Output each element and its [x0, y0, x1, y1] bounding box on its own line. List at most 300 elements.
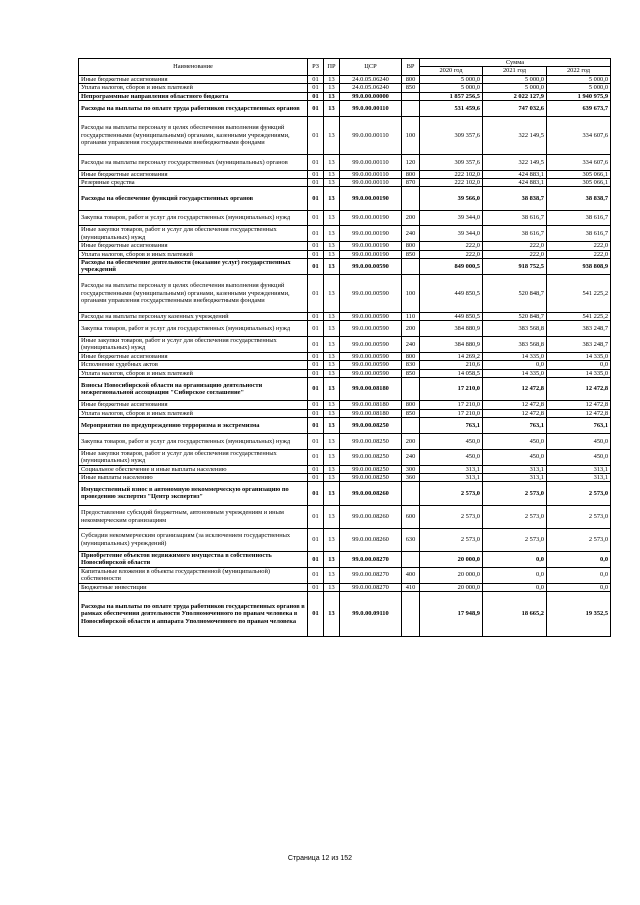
cell-pr: 13	[324, 551, 340, 567]
cell-pr: 13	[324, 418, 340, 434]
cell-2020: 222 102,0	[420, 170, 483, 178]
cell-2020: 2 573,0	[420, 505, 483, 528]
cell-pr: 13	[324, 101, 340, 117]
cell-vr: 850	[402, 84, 420, 92]
cell-rz: 01	[308, 242, 324, 250]
cell-2020: 450,0	[420, 433, 483, 449]
cell-2020: 210,6	[420, 361, 483, 369]
cell-2021: 14 335,0	[483, 369, 547, 377]
cell-rz: 01	[308, 433, 324, 449]
cell-pr: 13	[324, 369, 340, 377]
cell-vr: 100	[402, 116, 420, 154]
cell-2020: 17 210,0	[420, 378, 483, 401]
cell-vr: 800	[402, 352, 420, 360]
cell-vr: 100	[402, 274, 420, 312]
cell-rz: 01	[308, 465, 324, 473]
cell-csr: 99.0.00.00000	[340, 92, 402, 100]
cell-csr: 99.0.00.08180	[340, 401, 402, 409]
cell-csr: 99.0.00.00590	[340, 321, 402, 337]
cell-name: Иные бюджетные ассигнования	[79, 352, 308, 360]
cell-rz: 01	[308, 274, 324, 312]
cell-pr: 13	[324, 242, 340, 250]
cell-2020: 17 210,0	[420, 401, 483, 409]
cell-name: Расходы на выплаты по оплате труда работников государственных органов	[79, 101, 308, 117]
cell-2021: 520 848,7	[483, 274, 547, 312]
header-pr: ПР	[324, 59, 340, 76]
cell-pr: 13	[324, 250, 340, 258]
cell-pr: 13	[324, 337, 340, 353]
cell-vr: 120	[402, 154, 420, 170]
cell-2022: 222,0	[547, 250, 611, 258]
cell-pr: 13	[324, 312, 340, 320]
table-row	[79, 567, 611, 583]
cell-2021: 2 573,0	[483, 505, 547, 528]
cell-name: Расходы на выплаты персоналу в целях обеспечения выполнения функций государственными (муниципальными) органами, казенными учреждениями, органами управления государственными внебюджетными фондами	[79, 116, 308, 154]
cell-pr: 13	[324, 465, 340, 473]
cell-2021: 313,1	[483, 465, 547, 473]
cell-pr: 13	[324, 378, 340, 401]
cell-2021: 763,1	[483, 418, 547, 434]
cell-2022: 541 225,2	[547, 312, 611, 320]
cell-rz: 01	[308, 591, 324, 636]
cell-vr	[402, 418, 420, 434]
header-vr: ВР	[402, 59, 420, 76]
cell-2021: 0,0	[483, 567, 547, 583]
table-header	[79, 59, 611, 76]
cell-2021: 383 568,8	[483, 321, 547, 337]
cell-vr	[402, 551, 420, 567]
cell-vr	[402, 482, 420, 505]
cell-name: Субсидии некоммерческим организациям (за исключением государственных (муниципальных) учреждений)	[79, 528, 308, 551]
cell-csr: 99.0.00.00190	[340, 250, 402, 258]
table-row	[79, 449, 611, 465]
cell-rz: 01	[308, 116, 324, 154]
cell-2021: 0,0	[483, 361, 547, 369]
budget-table	[78, 58, 611, 637]
cell-2020: 222 102,0	[420, 179, 483, 187]
cell-vr: 600	[402, 505, 420, 528]
cell-pr: 13	[324, 187, 340, 210]
cell-csr: 99.0.00.00190	[340, 226, 402, 242]
cell-csr: 99.0.00.00110	[340, 116, 402, 154]
cell-csr: 99.0.00.00190	[340, 187, 402, 210]
cell-2020: 222,0	[420, 242, 483, 250]
header-name: Наименование	[79, 59, 308, 76]
cell-vr: 240	[402, 226, 420, 242]
cell-2020: 309 357,6	[420, 116, 483, 154]
cell-rz: 01	[308, 312, 324, 320]
cell-vr	[402, 101, 420, 117]
table-row	[79, 473, 611, 481]
cell-2022: 19 352,5	[547, 591, 611, 636]
cell-pr: 13	[324, 75, 340, 83]
cell-2020: 14 269,2	[420, 352, 483, 360]
cell-2020: 1 857 256,5	[420, 92, 483, 100]
cell-rz: 01	[308, 101, 324, 117]
cell-2021: 0,0	[483, 551, 547, 567]
cell-csr: 99.0.00.00590	[340, 337, 402, 353]
cell-name: Приобретение объектов недвижимого имущества в собственность Новосибирской области	[79, 551, 308, 567]
cell-2020: 450,0	[420, 449, 483, 465]
cell-2021: 38 616,7	[483, 210, 547, 226]
cell-vr	[402, 187, 420, 210]
cell-pr: 13	[324, 352, 340, 360]
cell-2021: 12 472,8	[483, 409, 547, 417]
table-row	[79, 312, 611, 320]
cell-2022: 639 673,7	[547, 101, 611, 117]
cell-rz: 01	[308, 179, 324, 187]
table-row	[79, 321, 611, 337]
cell-vr	[402, 591, 420, 636]
cell-2022: 2 573,0	[547, 482, 611, 505]
table-row	[79, 226, 611, 242]
cell-pr: 13	[324, 528, 340, 551]
cell-vr: 200	[402, 433, 420, 449]
cell-2022: 1 940 975,9	[547, 92, 611, 100]
table-row	[79, 250, 611, 258]
cell-name: Иные бюджетные ассигнования	[79, 401, 308, 409]
cell-2021: 918 752,5	[483, 259, 547, 275]
cell-rz: 01	[308, 473, 324, 481]
cell-pr: 13	[324, 84, 340, 92]
cell-name: Иные бюджетные ассигнования	[79, 242, 308, 250]
cell-2022: 5 000,0	[547, 84, 611, 92]
cell-pr: 13	[324, 170, 340, 178]
cell-2022: 5 000,0	[547, 75, 611, 83]
cell-pr: 13	[324, 409, 340, 417]
cell-2020: 20 000,0	[420, 567, 483, 583]
cell-2021: 222,0	[483, 242, 547, 250]
cell-2022: 0,0	[547, 361, 611, 369]
cell-vr: 360	[402, 473, 420, 481]
cell-2022: 38 616,7	[547, 210, 611, 226]
table-row	[79, 409, 611, 417]
cell-2022: 38 838,7	[547, 187, 611, 210]
cell-csr: 99.0.00.08260	[340, 505, 402, 528]
table-row	[79, 84, 611, 92]
cell-name: Иные закупки товаров, работ и услуг для обеспечения государственных (муниципальных) нужд	[79, 337, 308, 353]
table-row	[79, 179, 611, 187]
cell-2022: 763,1	[547, 418, 611, 434]
cell-2021: 520 848,7	[483, 312, 547, 320]
cell-2022: 938 808,9	[547, 259, 611, 275]
cell-vr: 410	[402, 583, 420, 591]
cell-vr: 800	[402, 75, 420, 83]
cell-2022: 334 607,6	[547, 154, 611, 170]
cell-pr: 13	[324, 259, 340, 275]
cell-rz: 01	[308, 361, 324, 369]
table-row	[79, 583, 611, 591]
cell-name: Закупка товаров, работ и услуг для государственных (муниципальных) нужд	[79, 433, 308, 449]
cell-rz: 01	[308, 250, 324, 258]
cell-csr: 99.0.00.00190	[340, 242, 402, 250]
cell-vr	[402, 92, 420, 100]
cell-rz: 01	[308, 528, 324, 551]
cell-pr: 13	[324, 179, 340, 187]
cell-2021: 313,1	[483, 473, 547, 481]
header-year-2020: 2020 год	[420, 67, 483, 75]
cell-2020: 449 850,5	[420, 274, 483, 312]
cell-2022: 305 066,1	[547, 170, 611, 178]
cell-name: Уплата налогов, сборов и иных платежей	[79, 250, 308, 258]
cell-name: Социальное обеспечение и иные выплаты населению	[79, 465, 308, 473]
cell-2020: 17 948,9	[420, 591, 483, 636]
table-row	[79, 591, 611, 636]
cell-csr: 99.0.00.08180	[340, 409, 402, 417]
cell-name: Уплата налогов, сборов и иных платежей	[79, 409, 308, 417]
cell-pr: 13	[324, 92, 340, 100]
cell-name: Закупка товаров, работ и услуг для государственных (муниципальных) нужд	[79, 321, 308, 337]
cell-2022: 541 225,2	[547, 274, 611, 312]
cell-csr: 99.0.00.00590	[340, 312, 402, 320]
cell-2021: 424 883,1	[483, 170, 547, 178]
table-row	[79, 378, 611, 401]
cell-pr: 13	[324, 321, 340, 337]
cell-2020: 5 000,0	[420, 84, 483, 92]
cell-pr: 13	[324, 505, 340, 528]
cell-2022: 14 335,0	[547, 352, 611, 360]
table-row	[79, 482, 611, 505]
cell-2022: 383 248,7	[547, 321, 611, 337]
cell-pr: 13	[324, 154, 340, 170]
cell-2022: 222,0	[547, 242, 611, 250]
cell-2021: 5 000,0	[483, 75, 547, 83]
cell-2022: 38 616,7	[547, 226, 611, 242]
cell-csr: 99.0.00.08250	[340, 473, 402, 481]
cell-rz: 01	[308, 210, 324, 226]
cell-2021: 424 883,1	[483, 179, 547, 187]
cell-rz: 01	[308, 84, 324, 92]
cell-2022: 450,0	[547, 449, 611, 465]
cell-vr: 240	[402, 449, 420, 465]
cell-name: Уплата налогов, сборов и иных платежей	[79, 369, 308, 377]
header-csr: ЦСР	[340, 59, 402, 76]
cell-csr: 99.0.00.08250	[340, 449, 402, 465]
cell-csr: 99.0.00.09110	[340, 591, 402, 636]
cell-csr: 99.0.00.00590	[340, 274, 402, 312]
cell-pr: 13	[324, 116, 340, 154]
cell-2021: 12 472,8	[483, 401, 547, 409]
table-row	[79, 259, 611, 275]
cell-name: Закупка товаров, работ и услуг для государственных (муниципальных) нужд	[79, 210, 308, 226]
cell-rz: 01	[308, 583, 324, 591]
cell-2022: 12 472,8	[547, 378, 611, 401]
cell-csr: 99.0.00.00190	[340, 210, 402, 226]
cell-2021: 2 022 127,9	[483, 92, 547, 100]
cell-csr: 99.0.00.08270	[340, 583, 402, 591]
cell-2020: 20 000,0	[420, 551, 483, 567]
cell-2021: 18 665,2	[483, 591, 547, 636]
cell-name: Иные закупки товаров, работ и услуг для обеспечения государственных (муниципальных) нужд	[79, 226, 308, 242]
cell-pr: 13	[324, 274, 340, 312]
cell-csr: 99.0.00.08270	[340, 551, 402, 567]
cell-rz: 01	[308, 369, 324, 377]
cell-pr: 13	[324, 583, 340, 591]
cell-csr: 99.0.00.08260	[340, 528, 402, 551]
cell-pr: 13	[324, 433, 340, 449]
cell-2020: 2 573,0	[420, 482, 483, 505]
cell-2021: 38 616,7	[483, 226, 547, 242]
cell-csr: 99.0.00.08270	[340, 567, 402, 583]
cell-rz: 01	[308, 352, 324, 360]
cell-rz: 01	[308, 449, 324, 465]
cell-rz: 01	[308, 92, 324, 100]
table-row	[79, 242, 611, 250]
cell-name: Резервные средства	[79, 179, 308, 187]
cell-rz: 01	[308, 187, 324, 210]
cell-rz: 01	[308, 170, 324, 178]
cell-2022: 2 573,0	[547, 505, 611, 528]
cell-2021: 322 149,5	[483, 154, 547, 170]
cell-vr	[402, 378, 420, 401]
cell-vr: 800	[402, 170, 420, 178]
table-body	[79, 75, 611, 636]
cell-name: Капитальные вложения в объекты государственной (муниципальной) собственности	[79, 567, 308, 583]
cell-2021: 12 472,8	[483, 378, 547, 401]
cell-2022: 14 335,0	[547, 369, 611, 377]
table-row	[79, 210, 611, 226]
table-row	[79, 418, 611, 434]
table-row	[79, 92, 611, 100]
cell-name: Иные выплаты населению	[79, 473, 308, 481]
cell-2022: 313,1	[547, 473, 611, 481]
table-row	[79, 101, 611, 117]
cell-2020: 39 344,0	[420, 210, 483, 226]
table-row	[79, 116, 611, 154]
table-row	[79, 352, 611, 360]
cell-csr: 99.0.00.00110	[340, 154, 402, 170]
table-row	[79, 369, 611, 377]
table-row	[79, 337, 611, 353]
table-row	[79, 401, 611, 409]
cell-rz: 01	[308, 226, 324, 242]
cell-2021: 38 838,7	[483, 187, 547, 210]
cell-2020: 531 459,6	[420, 101, 483, 117]
cell-vr: 800	[402, 401, 420, 409]
cell-csr: 99.0.00.00590	[340, 352, 402, 360]
cell-2020: 17 210,0	[420, 409, 483, 417]
cell-name: Расходы на выплаты по оплате труда работников государственных органов в рамках обеспечения деятельности Уполномоченного по правам человека в Новосибирской области и аппарата Уполномоченного по правам человека	[79, 591, 308, 636]
cell-rz: 01	[308, 321, 324, 337]
cell-2021: 0,0	[483, 583, 547, 591]
cell-2020: 384 880,9	[420, 337, 483, 353]
cell-vr: 110	[402, 312, 420, 320]
cell-name: Имущественный взнос в автономную некоммерческую организацию по проведению экспертиз "Центр экспертиз"	[79, 482, 308, 505]
cell-2020: 39 344,0	[420, 226, 483, 242]
cell-2020: 309 357,6	[420, 154, 483, 170]
cell-2020: 763,1	[420, 418, 483, 434]
cell-vr: 850	[402, 409, 420, 417]
cell-vr: 850	[402, 250, 420, 258]
table-row	[79, 75, 611, 83]
cell-2022: 450,0	[547, 433, 611, 449]
cell-vr	[402, 259, 420, 275]
table-row	[79, 154, 611, 170]
table-row	[79, 551, 611, 567]
cell-name: Расходы на выплаты персоналу в целях обеспечения выполнения функций государственными (муниципальными) органами, казенными учреждениями, органами управления государственными внебюджетными фондами	[79, 274, 308, 312]
cell-pr: 13	[324, 226, 340, 242]
cell-csr: 99.0.00.08250	[340, 418, 402, 434]
cell-vr: 850	[402, 369, 420, 377]
cell-rz: 01	[308, 259, 324, 275]
cell-vr: 300	[402, 465, 420, 473]
cell-2020: 39 566,0	[420, 187, 483, 210]
cell-2022: 313,1	[547, 465, 611, 473]
cell-csr: 99.0.00.00590	[340, 361, 402, 369]
table-row	[79, 465, 611, 473]
cell-2021: 222,0	[483, 250, 547, 258]
cell-pr: 13	[324, 482, 340, 505]
table-row	[79, 274, 611, 312]
cell-name: Расходы на выплаты персоналу казенных учреждений	[79, 312, 308, 320]
cell-2022: 0,0	[547, 583, 611, 591]
cell-vr: 200	[402, 321, 420, 337]
table-row	[79, 505, 611, 528]
cell-name: Иные бюджетные ассигнования	[79, 75, 308, 83]
cell-2020: 14 058,5	[420, 369, 483, 377]
cell-pr: 13	[324, 401, 340, 409]
header-sum: Сумма	[420, 59, 611, 67]
cell-rz: 01	[308, 409, 324, 417]
cell-pr: 13	[324, 473, 340, 481]
cell-rz: 01	[308, 378, 324, 401]
cell-vr: 200	[402, 210, 420, 226]
cell-2021: 2 573,0	[483, 528, 547, 551]
cell-csr: 99.0.00.00110	[340, 179, 402, 187]
cell-2022: 12 472,8	[547, 409, 611, 417]
header-year-2022: 2022 год	[547, 67, 611, 75]
cell-rz: 01	[308, 154, 324, 170]
cell-csr: 24.0.05.06240	[340, 84, 402, 92]
cell-2021: 450,0	[483, 433, 547, 449]
cell-2021: 2 573,0	[483, 482, 547, 505]
header-year-2021: 2021 год	[483, 67, 547, 75]
cell-name: Иные бюджетные ассигнования	[79, 170, 308, 178]
cell-2020: 20 000,0	[420, 583, 483, 591]
cell-csr: 99.0.00.08250	[340, 465, 402, 473]
cell-rz: 01	[308, 505, 324, 528]
cell-pr: 13	[324, 591, 340, 636]
cell-2020: 222,0	[420, 250, 483, 258]
cell-name: Расходы на обеспечение функций государственных органов	[79, 187, 308, 210]
cell-2020: 849 000,5	[420, 259, 483, 275]
cell-2022: 383 248,7	[547, 337, 611, 353]
cell-rz: 01	[308, 482, 324, 505]
table-row	[79, 361, 611, 369]
cell-2022: 305 066,1	[547, 179, 611, 187]
cell-pr: 13	[324, 567, 340, 583]
cell-vr: 870	[402, 179, 420, 187]
cell-2020: 384 880,9	[420, 321, 483, 337]
cell-vr: 800	[402, 242, 420, 250]
cell-2022: 12 472,8	[547, 401, 611, 409]
cell-pr: 13	[324, 361, 340, 369]
cell-pr: 13	[324, 449, 340, 465]
cell-csr: 99.0.00.00110	[340, 170, 402, 178]
table-row	[79, 170, 611, 178]
cell-csr: 99.0.00.08260	[340, 482, 402, 505]
cell-2020: 313,1	[420, 473, 483, 481]
cell-name: Исполнение судебных актов	[79, 361, 308, 369]
cell-2021: 383 568,8	[483, 337, 547, 353]
cell-2021: 14 335,0	[483, 352, 547, 360]
cell-2021: 322 149,5	[483, 116, 547, 154]
cell-csr: 99.0.00.00590	[340, 369, 402, 377]
cell-csr: 99.0.00.00590	[340, 259, 402, 275]
cell-2022: 2 573,0	[547, 528, 611, 551]
cell-2020: 313,1	[420, 465, 483, 473]
cell-2021: 450,0	[483, 449, 547, 465]
